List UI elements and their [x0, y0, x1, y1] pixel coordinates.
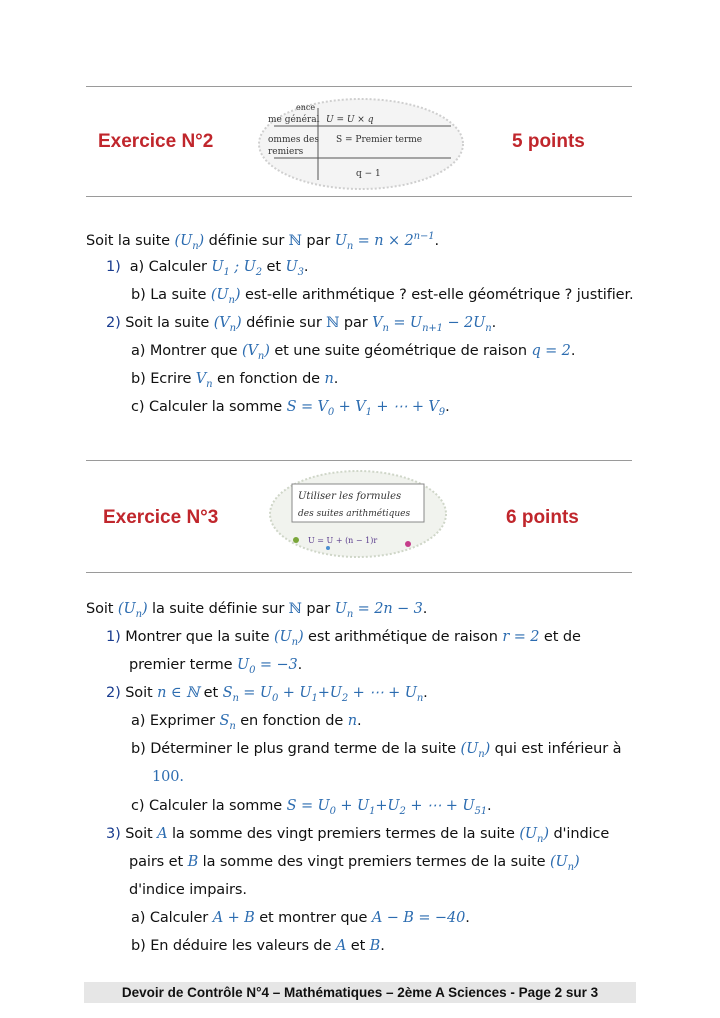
exercise-2-formula-badge — [256, 96, 466, 192]
ex2-question-2a: a) Montrer que $(V_n)$ et une suite géométrique de raison q = 2. — [131, 343, 576, 362]
page-footer: Devoir de Contrôle N°4 – Mathématiques – 2ème A Sciences - Page 2 sur 3 — [84, 982, 636, 1003]
ex3-question-2: 2) Soit n ∈ ℕ et $S_n = U_0 + U_1+U_2$ + ⋯ + $U_n$. — [106, 685, 428, 704]
ex3-question-1: 1) Montrer que la suite $(U_n)$ est arithmétique de raison r = 2 et de — [106, 629, 581, 648]
ex3-question-3a: a) Calculer A + B et montrer que A − B = −40. — [131, 910, 470, 926]
ex3-question-3b: b) En déduire les valeurs de A et B. — [131, 938, 385, 954]
exercise-3-formula-badge — [268, 468, 448, 560]
badge-text: q − 1 — [356, 169, 381, 179]
ex3-question-3: 3) Soit A la somme des vingt premiers termes de la suite $(U_n)$ d'indice — [106, 826, 610, 845]
badge-text: S = Premier terme — [336, 135, 423, 145]
ex3-question-3-line-3: d'indice impairs. — [129, 882, 247, 898]
separator-top-ex2 — [86, 86, 632, 87]
ex2-question-1b: b) La suite $(U_n)$ est-elle arithmétique ? est-elle géométrique ? justifier. — [131, 287, 634, 306]
ex3-question-2a: a) Exprimer $S_n$ en fonction de n. — [131, 713, 362, 732]
ex3-question-2c: c) Calculer la somme $S = U_0 + U_1+U_2$ + ⋯ + $U_{51}$. — [131, 798, 492, 817]
separator-top-ex3 — [86, 460, 632, 461]
exercise-2-points: 5 points — [512, 131, 585, 152]
exercise-2-title: Exercice N°2 — [98, 131, 214, 152]
ex2-question-2c: c) Calculer la somme $S = V_0 + V_1$ + ⋯ + $V_9$. — [131, 399, 450, 418]
ex3-question-2b: b) Déterminer le plus grand terme de la suite $(U_n)$ qui est inférieur à — [131, 741, 622, 760]
badge-text: remiers — [268, 147, 304, 157]
badge-text: U = U × q — [326, 115, 374, 125]
badge-text: me général — [268, 115, 320, 125]
ex2-question-1a: 1) a) Calculer $U_1$ ; $U_2$ et $U_3$. — [106, 259, 309, 278]
badge-text: Utiliser les formules — [298, 491, 402, 502]
exercise-2-statement: Soit la suite $(U_n)$ définie sur ℕ par $U_n = n \times 2^{n-1}$. — [86, 231, 440, 252]
ex3-question-3-line-2: pairs et B la somme des vingt premiers termes de la suite $(U_n)$ — [129, 854, 580, 873]
separator-bottom-ex3 — [86, 572, 632, 573]
separator-bottom-ex2 — [86, 196, 632, 197]
exercise-3-title: Exercice N°3 — [103, 507, 219, 528]
exercise-3-statement: Soit $(U_n)$ la suite définie sur ℕ par $U_n = 2n - 3$. — [86, 601, 428, 620]
ex3-question-1-continued: premier terme $U_0 = -3$. — [129, 657, 303, 676]
ex3-question-2b-continued: 100. — [152, 769, 184, 785]
badge-text: ence — [296, 103, 316, 112]
ex2-question-2b: b) Ecrire $V_n$ en fonction de n. — [131, 371, 339, 390]
badge-text: des suites arithmétiques — [298, 509, 411, 519]
ex2-question-2: 2) Soit la suite $(V_n)$ définie sur ℕ par $V_n = U_{n+1} - 2U_n$. — [106, 315, 497, 334]
badge-text: ommes des — [268, 135, 319, 145]
badge-text: U = U + (n − 1)r — [308, 536, 378, 545]
exercise-3-points: 6 points — [506, 507, 579, 528]
